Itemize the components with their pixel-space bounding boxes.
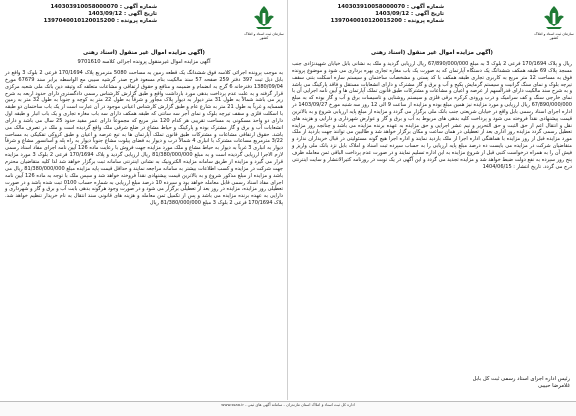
auction-notice-right	[290, 0, 574, 400]
notice-number: شماره آگهی : 140303910058000070	[50, 4, 157, 10]
auction-notice-left	[3, 0, 285, 400]
signature-block	[370, 376, 570, 390]
emblem-caption: سازمان ثبت اسناد و املاک کشور	[244, 32, 284, 41]
signature-name: غلامرضا حبیبی	[538, 383, 570, 389]
registry-emblem-icon	[540, 4, 568, 30]
notice-date: تاریخ آگهی : 1403/09/12	[88, 11, 157, 18]
notice-meta	[7, 4, 157, 25]
file-number: شماره پرونده : 1397040010120015200	[330, 18, 444, 25]
notice-subtitle: آگهی مزایده اموال غیرمنقول پرونده اجرائی کلاسه 9701610	[77, 59, 211, 65]
page-footer: اداره کل ثبت اسناد و املاک استان مازندران - سامانه آگهی های ثبتی - www.ssaa.ir	[0, 401, 576, 416]
notice-title: (آگهی مزایده اموال غیر منقول (اسناد رهنی	[83, 50, 205, 56]
column-divider	[287, 0, 288, 400]
notice-title: (آگهی مزایده اموال غیر منقول (اسناد رهنی	[371, 50, 493, 56]
signature-position: رئیس اداره اجرای اسناد رسمی ثبت کل بابل	[472, 376, 570, 382]
notice-header	[290, 3, 574, 47]
registry-emblem-icon	[250, 4, 278, 30]
notice-header	[3, 3, 285, 47]
notice-body: ریال و پلاک 170/1694 فرعی 2 بلوک 3 به مبلغ 67/890/000/000 ریال ارزیابی گردید و ملک به نشانی بابل خیابان شهیدنژادی جنب مسجد پلاک 69 طبقه همکف ششدانگ یک دستگاه آپارتمان که به صورت یک باب مغازه تجاری بهره برداری می شود و موضوع پرونده فوق به مساحت 12 متر مربع به کاربری تجاری طبقه همکف با کد پستی و مشخصات ساختمان و سیستم سازه اسکلت بتنی سقف تیرچه بلوک و نمای سنگ گرانیت و سیستم گرمایش پکیج و آب و برق و گاز مشترک و دارای انشعابات مستقل و فاقد پارکینگ می باشد و به شرح سند مالکیت دارای قدرالسهم از عرصه و اعیان و مشاعات و مشترکات طبق قانون تملک آپارتمان ها و آیین نامه اجرایی آن با نمای خارجی سنگ و کف سرامیک و درب ورودی کرکره برقی فلزی و سیستم روشنایی و تاسیسات برق و آب و گاز بوده که به مبلغ 67/890/000/000 ریال ارزیابی و مورد مزایده نیز همین مبلغ بوده و مزایده از ساعت 9 الی 12 روز سه شنبه مورخ 1403/09/27 در اداره اجرای اسناد رسمی بابل واقع در خیابان شریعتی جنب بانک ملی برگزار می گردد و مزایده از مبلغ پایه ارزیابی شروع و به بالاترین قیمت پیشنهادی نقداً فروخته می شود و پرداخت کلیه بدهی های مربوط به آب و برق و گاز و عوارض شهرداری و دارایی و هزینه های نقل و انتقال اعم از حق الثبت و حق التحریر و نیم عشر اجرایی و حق مزایده به عهده برنده مزایده می باشد و چنانچه روز مزایده تعطیل رسمی گردد مزایده روز اداری بعد از تعطیلی در همان ساعت و مکان برگزار خواهد شد و طالبین می توانند جهت بازدید از ملک مورد مزایده قبل از روز مزایده با هماهنگی اداره اجرا از ملک بازدید نمایند و اداره اجرا هیچ گونه مسئولیتی در قبال خریداران ندارد و متقاضیان شرکت در مزایده می بایست ده درصد مبلغ پایه ارزیابی را به حساب سپرده ثبت اسناد و املاک بابل نزد بانک ملی واریز و فیش آن را به همراه درخواست کتبی قبل از شروع مزایده به این اداره تسلیم نمایند و در صورت عدم پرداخت الباقی ثمن معامله ظرف پنج روز سپرده به نفع دولت ضبط خواهد شد و مزایده تجدید می گردد و این آگهی در یک نوبت در روزنامه کثیرالانتشار و سایت اینترنتی درج می گردد. تاریخ انتشار : 1404/06/15	[292, 61, 572, 170]
notice-meta	[294, 4, 444, 25]
notice-date: تاریخ آگهی : 1403/09/12	[375, 11, 444, 18]
notice-body: به موجب پرونده اجرائی کلاسه فوق ششدانگ یک قطعه زمین به مساحت 5080 مترمربع پلاک 170/1694 فرعی 2 بلوک 3 واقع در بابل ذیل ثبت 397 دفتر 259 صفحه 57 سند مالکیت بنام مسعود فرح صدر گرشیه سیبی مع الواسطه برابر سند 67679 مورخ 1380/09/04 دفترخانه 6 گرج به انضمام و ضمیمه و منافع و حقوق ارتفاقی و مشاعات متعلقه که وثیقه دین بانک ملی شعبه مرکزی قرار گرفته و به علت عدم پرداخت بدهی مورد بازداشت واقع و طبق گزارش کارشناس رسمی دادگستری دارای حدود اربعه به شرح زیر می باشد شمالاً به طول 31 متر دیوار به دیوار پلاک مجاور و شرقاً به طول 22 متر به کوچه و جنوباً به طول 32 متر به زمین همسایه و غرباً به طول 21 متر به شارع عام و طبق گزارش کارشناس اعیانی موجود در آن عبارت است از یک باب ساختمان دو طبقه با اسکلت فلزی و سقف تیرچه بلوک و نمای آجر سه سانتی که طبقه همکف دارای سه باب مغازه تجاری و یک باب انبار و طبقه اول دارای دو واحد مسکونی به مساحت تقریبی هر کدام 120 متر مربع که مجموعاً دارای عمر مفید حدود 25 سال می باشد و دارای انشعابات آب و برق و گاز مشترک بوده و پارکینگ و حیاط مشاع در ضلع شرقی ملک واقع گردیده است و ملک در تصرف مالک می باشد. حقوق ارتفاقی مشاعات و مشترکات طبق قانون تملک آپارتمان ها به تبع عرصه و اعیان و طبق کروکی تفکیکی به مساحت 3/22 مترمربع مساعات مشترک با انباری 4 شمالاً درب و دیوار به فضای پیلوت مشاع جنوباً دیوار به راه پله و آسانسور مشاع و شرقاً دیوار به انباری 3 غرباً به دیوار به حیاط مشاع و ملک مورد مزایده جهت فروش با رعایت ماده 126 آیین نامه اجرای مفاد اسناد رسمی لازم الاجرا ارزیابی گردیده است و به مبلغ 81/380/000/000 ریال ارزیابی گردید و پلاک 170/1694 فرعی 2 بلوک 3 مورد مزایده قرار می گیرد و مزایده از طریق سامانه مزایده الکترونیک به نشانی اینترنتی سامانه ثبت برگزار خواهد شد لذا کلیه متقاضیان محترم جهت شرکت در مزایده و کسب اطلاعات بیشتر به سامانه مراجعه نمایند و حداقل قیمت پایه مزایده مبلغ 81/380/000/000 ریال می باشد و مزایده از مبلغ مذکور شروع و به بالاترین قیمت پیشنهادی نقداً فروخته خواهد شد و سپس ملک با توجه به ماده 126 آیین نامه اجرای مفاد اسناد رسمی قابل معامله خواهد بود و سپرده 10 درصد مبلغ ارزیابی به شماره حساب 0100 ثبت شده باشد و در صورت تعطیلی روز مزایده، مزایده در روز بعد از تعطیلی برگزار می شود و در صورت وجود هرگونه بدهی بابت آب و برق و گاز و شهرداری و دارایی به عهده برنده مزایده می باشد و پس از تکمیل ثمن معامله و هزینه های قانونی سند انتقال به نام خریدار تنظیم خواهد شد. پلاک 170/1694 فرعی 2 بلوک 3 مبلغ 81/380/000/000 ریال	[5, 70, 283, 207]
file-number: شماره پرونده : 1397040010120015200	[43, 18, 157, 25]
notice-number: شماره آگهی : 140303910058000070	[337, 4, 444, 10]
emblem-caption: سازمان ثبت اسناد و املاک کشور	[534, 32, 574, 41]
